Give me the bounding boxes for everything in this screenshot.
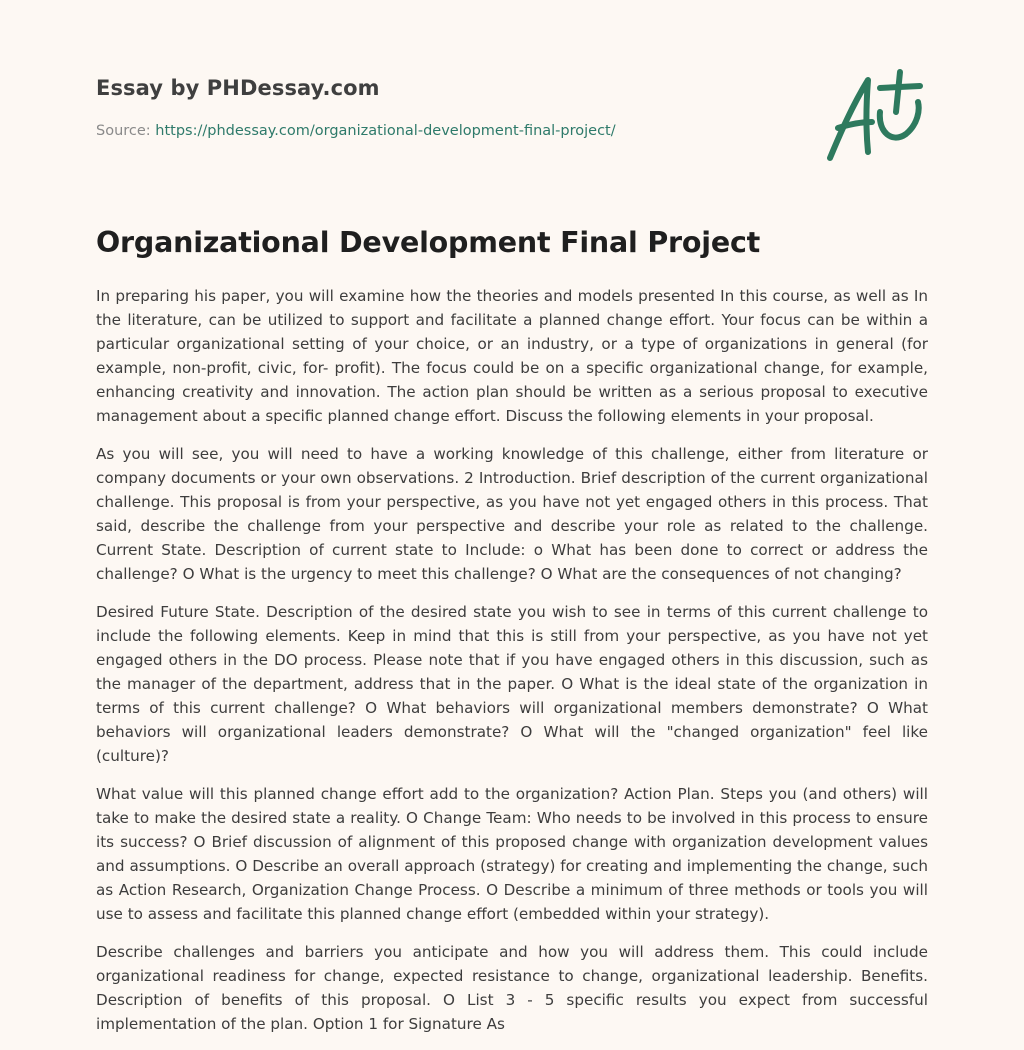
paragraph-1: In preparing his paper, you will examine how the theories and models presented In this course, as well as In the literature, can be utilized to support and facilitate a planned change effort. Your focus can be within a particular organizational setting of your choice, or an industry, or a type of organizations in general (for example, non-profit, civic, for- profit). The focus could be on a specific organizational change, for example, enhancing creativity and innovation. The action plan should be written as a serious proposal to executive management about a specific planned change effort. Discuss the following elements in your proposal. bbox=[96, 287, 928, 425]
source-label: Source: bbox=[96, 123, 151, 139]
paragraph-2: As you will see, you will need to have a working knowledge of this challenge, either from literature or company documents or your own observations. 2 Introduction. Brief description of the current organizational challenge. This proposal is from your perspective, as you have not yet engaged others in this process. That said, describe the challenge from your perspective and describe your role as related to the challenge. Current State. Description of current state to Include: o What has been done to correct or address the challenge? O What is the urgency to meet this challenge? O What are the consequences of not changing? bbox=[96, 445, 928, 583]
article-title: Organizational Development Final Project bbox=[96, 226, 761, 259]
paragraph-5: Describe challenges and barriers you anticipate and how you will address them. This could include organizational readiness for change, expected resistance to change, organizational leadership. Benefits. Description of benefits of this proposal. O List 3 - 5 specific results you expect from successful implementation of the plan. Option 1 for Signature As bbox=[96, 943, 928, 1033]
source-link[interactable]: https://phdessay.com/organizational-development-final-project/ bbox=[155, 123, 616, 139]
paragraph-4: What value will this planned change effort add to the organization? Action Plan. Steps you (and others) will take to make the desired state a reality. O Change Team: Who needs to be involved in this process to ensure its success? O Brief discussion of alignment of this proposed change with organization development values and assumptions. O Describe an overall approach (strategy) for creating and implementing the change, such as Action Research, Organization Change Process. O Describe a minimum of three methods or tools you will use to assess and facilitate this planned change effort (embedded within your strategy). bbox=[96, 785, 928, 923]
paragraph-3: Desired Future State. Description of the desired state you wish to see in terms of this current challenge to include the following elements. Keep in mind that this is still from your perspective, as you have not yet engaged others in the DO process. Please note that if you have engaged others in this discussion, such as the manager of the department, address that in the paper. O What is the ideal state of the organization in terms of this current challenge? O What behaviors will organizational members demonstrate? O What behaviors will organizational leaders demonstrate? O What will the "changed organization" feel like (culture)? bbox=[96, 603, 928, 765]
a-plus-grade-icon bbox=[822, 66, 932, 166]
source-line bbox=[96, 123, 616, 139]
site-brand: Essay by PHDessay.com bbox=[96, 76, 380, 100]
article-body bbox=[96, 284, 928, 1050]
